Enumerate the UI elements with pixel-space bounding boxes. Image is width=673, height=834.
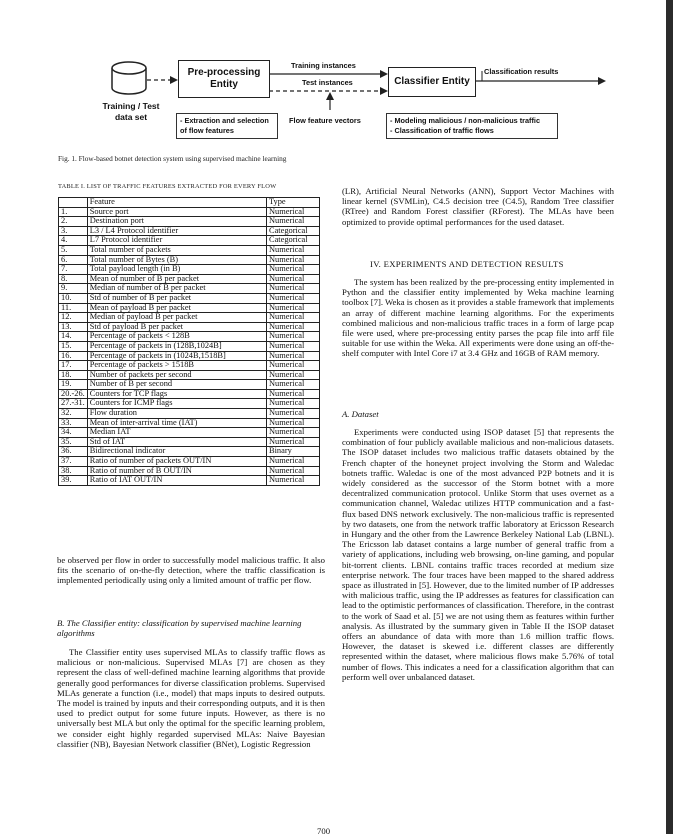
training-instances-label: Training instances (291, 61, 356, 70)
row-feature: Std of number of B per packet (87, 293, 266, 303)
row-feature: Median of payload B per packet (87, 313, 266, 323)
preprocessing-entity-label: Pre-processing Entity (187, 67, 261, 90)
row-feature: Ratio of number of packets OUT/IN (87, 457, 266, 467)
row-feature: Mean of inter-arrival time (IAT) (87, 418, 266, 428)
row-number: 19. (59, 380, 88, 390)
row-feature: Ratio of IAT OUT/IN (87, 476, 266, 486)
right-paragraph-1 (342, 186, 614, 227)
features-table (58, 197, 320, 486)
classifier-note-line-2: - Classification of traffic flows (390, 126, 494, 135)
row-number: 10. (59, 293, 88, 303)
row-feature: Bidirectional indicator (87, 447, 266, 457)
row-feature: Total number of packets (87, 245, 266, 255)
preprocessing-note-line-1: - Extraction and selection (180, 116, 269, 125)
row-number: 9. (59, 284, 88, 294)
row-type: Numerical (267, 322, 320, 332)
right-paragraph-1-text: (LR), Artificial Neural Networks (ANN), Support Vector Machines with linear kernel (SVMLin), C4.5 decision tree (C4.5), Random Tree classifier (RTree) and Random Forest classifier (RForest). The MLAs have been optimized to provide optimal performances for the used dataset. (342, 186, 614, 227)
row-number: 36. (59, 447, 88, 457)
right-paragraph-3-text: Experiments were conducted using ISOP dataset [5] that represents the combination of four publicly available malicious and non-malicious datasets. The ISOP dataset includes two malicious traffic datasets obtained by the French chapter of the honeynet project involving the Storm and Waledac botnets traffic. Waledac is one of the most advanced P2P botnets and it is widely considered as the successor of the Storm botnet with a more decentralized communication protocol. Unlike Storm that uses overnet as a communication channel, Waledac utilizes HTTP communication and a fast-flux based DNS network exclusively. The non-malicious traffic is represented by two datasets, one from the network traffic laboratory at Ericsson Research in Hungary and the other from the Lawrence Berkeley National Lab (LBNL). The Ericsson lab dataset contains a large number of general traffic from a variety of applications, including web browsing, on-line gaming, and popular bit-torrent clients. LBNL contains traffic traces recorded at medium size enterprise network. The four traces have been mapped to the shared address space as illustrated in [5]. However, due to the limited number of IP addresses with malicious traffic, using the IP addresses as features for classification can lead to the optimistic performances of classification. Therefore, in the contrast to the work of Saad et al. [5] we are not using them as features within further analysis. As illustrated by the summary given in Table II the ISOP dataset offers an abundance of data with more than 1.6 million traffic flows. However, the dataset is skewed i.e. different classes are differently represented within the dataset, where malicious flows make 5.76% of total number of flows. This indicates a need for a classification algorithm that can perform well over unbalanced dataset. (342, 427, 614, 682)
table-body (59, 207, 320, 485)
row-type: Numerical (267, 457, 320, 467)
table-row (59, 332, 320, 342)
row-type: Binary (267, 447, 320, 457)
left-paragraph-1-text: be observed per flow in order to successfully model malicious traffic. It also fits the scenario of on-the-fly detection, where the traffic classification is implemented periodically using only a limited amount of traffic per flow. (57, 555, 325, 586)
table-row (59, 476, 320, 486)
row-type: Numerical (267, 207, 320, 217)
preprocessing-note-line-2: of flow features (180, 126, 234, 135)
row-number: 11. (59, 303, 88, 313)
row-number: 20.-26. (59, 389, 88, 399)
figure-1 (0, 0, 666, 150)
left-paragraph-2-text: The Classifier entity uses supervised MLAs to classify traffic flows as malicious or non-malicious. Supervised MLAs [7] are chosen as they represent the class of well-defined machine learning algorithms that provide generally good performances for diverse classification problems. Supervised MLAs generate a function (i.e., model) that maps inputs to desired outputs. The model is trained by inputs and their corresponding outputs, and it is then used to predict output for some future inputs. However, as there is no universally best MLA but only the optimal for the specific learning problem, we consider eight highly regarded supervised MLAs: Naive Bayesian classifier (NB), Bayesian Network classifier (BNet), Logistic Regression (57, 647, 325, 749)
row-number: 35. (59, 437, 88, 447)
row-feature: Ratio of number of B OUT/IN (87, 466, 266, 476)
row-number: 8. (59, 274, 88, 284)
section-iv-heading: IV. EXPERIMENTS AND DETECTION RESULTS (370, 259, 564, 269)
row-type: Numerical (267, 389, 320, 399)
row-number: 18. (59, 370, 88, 380)
table-row (59, 236, 320, 246)
table-row (59, 418, 320, 428)
table-row (59, 409, 320, 419)
row-feature: Source port (87, 207, 266, 217)
row-feature: Percentage of packets > 1518B (87, 361, 266, 371)
left-paragraph-2 (57, 647, 325, 749)
row-number: 6. (59, 255, 88, 265)
row-feature: Counters for ICMP flags (87, 399, 266, 409)
page-number: 700 (317, 826, 331, 834)
table-row (59, 322, 320, 332)
row-number: 3. (59, 226, 88, 236)
row-feature: Destination port (87, 217, 266, 227)
table-row (59, 341, 320, 351)
table-row (59, 274, 320, 284)
row-feature: Median of number of B per packet (87, 284, 266, 294)
row-type: Categorical (267, 236, 320, 246)
row-number: 1. (59, 207, 88, 217)
row-number: 12. (59, 313, 88, 323)
row-type: Numerical (267, 361, 320, 371)
row-number: 33. (59, 418, 88, 428)
row-type: Numerical (267, 370, 320, 380)
row-type: Numerical (267, 351, 320, 361)
row-number: 37. (59, 457, 88, 467)
classifier-entity-label: Classifier Entity (394, 76, 470, 87)
row-type: Numerical (267, 313, 320, 323)
right-paragraph-2-text: The system has been realized by the pre-processing entity implemented in Python and the classifier entity implemented by Weka machine learning toolbox [7]. Weka is chosen as it provides a stable framework that implements an array of different machine learning algorithms. For the experiments combined malicious and non-malicious traffic traces in a form of large pcap file were used, where pre-processing entity parses the pcap file into arff file suitable for use within the Weka. All experiments were done using an off-the-shelf computer with Intel Core i7 at 3.4 GHz and 16GB of RAM memory. (342, 277, 615, 359)
table-row (59, 245, 320, 255)
row-feature: Counters for TCP flags (87, 389, 266, 399)
row-number: 13. (59, 322, 88, 332)
table-row (59, 265, 320, 275)
row-feature: Std of IAT (87, 437, 266, 447)
dataset-label: Training / Test data set (102, 101, 160, 122)
right-paragraph-2 (342, 277, 614, 359)
subsection-classifier-heading: B. The Classifier entity: classification by supervised machine learning algorithms (57, 618, 302, 639)
table-row (59, 313, 320, 323)
classifier-note (386, 113, 558, 139)
row-feature: Number of packets per second (87, 370, 266, 380)
row-type: Numerical (267, 245, 320, 255)
figure-caption: Fig. 1. Flow-based botnet detection system using supervised machine learning (58, 154, 287, 163)
row-number: 34. (59, 428, 88, 438)
row-type: Numerical (267, 380, 320, 390)
row-number: 7. (59, 265, 88, 275)
table-row (59, 399, 320, 409)
subsection-dataset-heading: A. Dataset (342, 409, 379, 419)
row-number: 38. (59, 466, 88, 476)
database-icon (112, 62, 146, 94)
row-number: 32. (59, 409, 88, 419)
row-type: Numerical (267, 265, 320, 275)
table-row (59, 428, 320, 438)
table-row (59, 389, 320, 399)
row-number: 15. (59, 341, 88, 351)
table-row (59, 226, 320, 236)
preprocessing-note (176, 113, 278, 139)
row-number: 4. (59, 236, 88, 246)
table-row (59, 284, 320, 294)
row-type: Numerical (267, 293, 320, 303)
row-number: 27.-31. (59, 399, 88, 409)
row-type: Numerical (267, 418, 320, 428)
header-num (59, 198, 88, 208)
row-type: Numerical (267, 476, 320, 486)
figure-arrows (0, 0, 666, 150)
table-row (59, 207, 320, 217)
header-type: Type (267, 198, 320, 208)
table-row (59, 457, 320, 467)
row-type: Categorical (267, 226, 320, 236)
row-feature: Total payload length (in B) (87, 265, 266, 275)
table-row (59, 447, 320, 457)
row-type: Numerical (267, 332, 320, 342)
row-type: Numerical (267, 284, 320, 294)
row-feature: Mean of number of B per packet (87, 274, 266, 284)
right-paragraph-3 (342, 427, 614, 682)
row-number: 16. (59, 351, 88, 361)
row-feature: Number of B per second (87, 380, 266, 390)
row-type: Numerical (267, 303, 320, 313)
row-number: 14. (59, 332, 88, 342)
classification-results-label: Classification results (484, 67, 559, 76)
row-feature: Mean of payload B per packet (87, 303, 266, 313)
row-feature: Total number of Bytes (B) (87, 255, 266, 265)
header-feature: Feature (87, 198, 266, 208)
row-feature: Flow duration (87, 409, 266, 419)
row-number: 5. (59, 245, 88, 255)
classifier-note-line-1: - Modeling malicious / non-malicious traffic (390, 116, 541, 125)
row-type: Numerical (267, 274, 320, 284)
row-feature: L3 / L4 Protocol identifier (87, 226, 266, 236)
table-row (59, 255, 320, 265)
table-header-row (59, 198, 320, 208)
row-feature: Percentage of packets < 128B (87, 332, 266, 342)
row-feature: Percentage of packets in (1024B,1518B] (87, 351, 266, 361)
row-type: Numerical (267, 399, 320, 409)
test-instances-label: Test instances (302, 78, 353, 87)
table-row (59, 351, 320, 361)
left-paragraph-1 (57, 555, 325, 586)
classifier-entity-box (388, 67, 476, 97)
table-row (59, 217, 320, 227)
preprocessing-entity-box (178, 60, 270, 98)
row-feature: Percentage of packets in (128B,1024B] (87, 341, 266, 351)
row-feature: L7 Protocol identifier (87, 236, 266, 246)
row-type: Numerical (267, 341, 320, 351)
flow-feature-vectors-label: Flow feature vectors (289, 116, 361, 125)
table-row (59, 370, 320, 380)
row-type: Numerical (267, 466, 320, 476)
table-row (59, 437, 320, 447)
table-row (59, 380, 320, 390)
row-type: Numerical (267, 217, 320, 227)
row-feature: Median IAT (87, 428, 266, 438)
row-number: 39. (59, 476, 88, 486)
row-feature: Std of payload B per packet (87, 322, 266, 332)
row-type: Numerical (267, 409, 320, 419)
table-caption: TABLE I. LIST OF TRAFFIC FEATURES EXTRACTED FOR EVERY FLOW (58, 183, 277, 190)
table-row (59, 361, 320, 371)
table-row (59, 293, 320, 303)
row-type: Numerical (267, 428, 320, 438)
row-type: Numerical (267, 255, 320, 265)
row-number: 17. (59, 361, 88, 371)
table-row (59, 466, 320, 476)
table-row (59, 303, 320, 313)
row-type: Numerical (267, 437, 320, 447)
row-number: 2. (59, 217, 88, 227)
